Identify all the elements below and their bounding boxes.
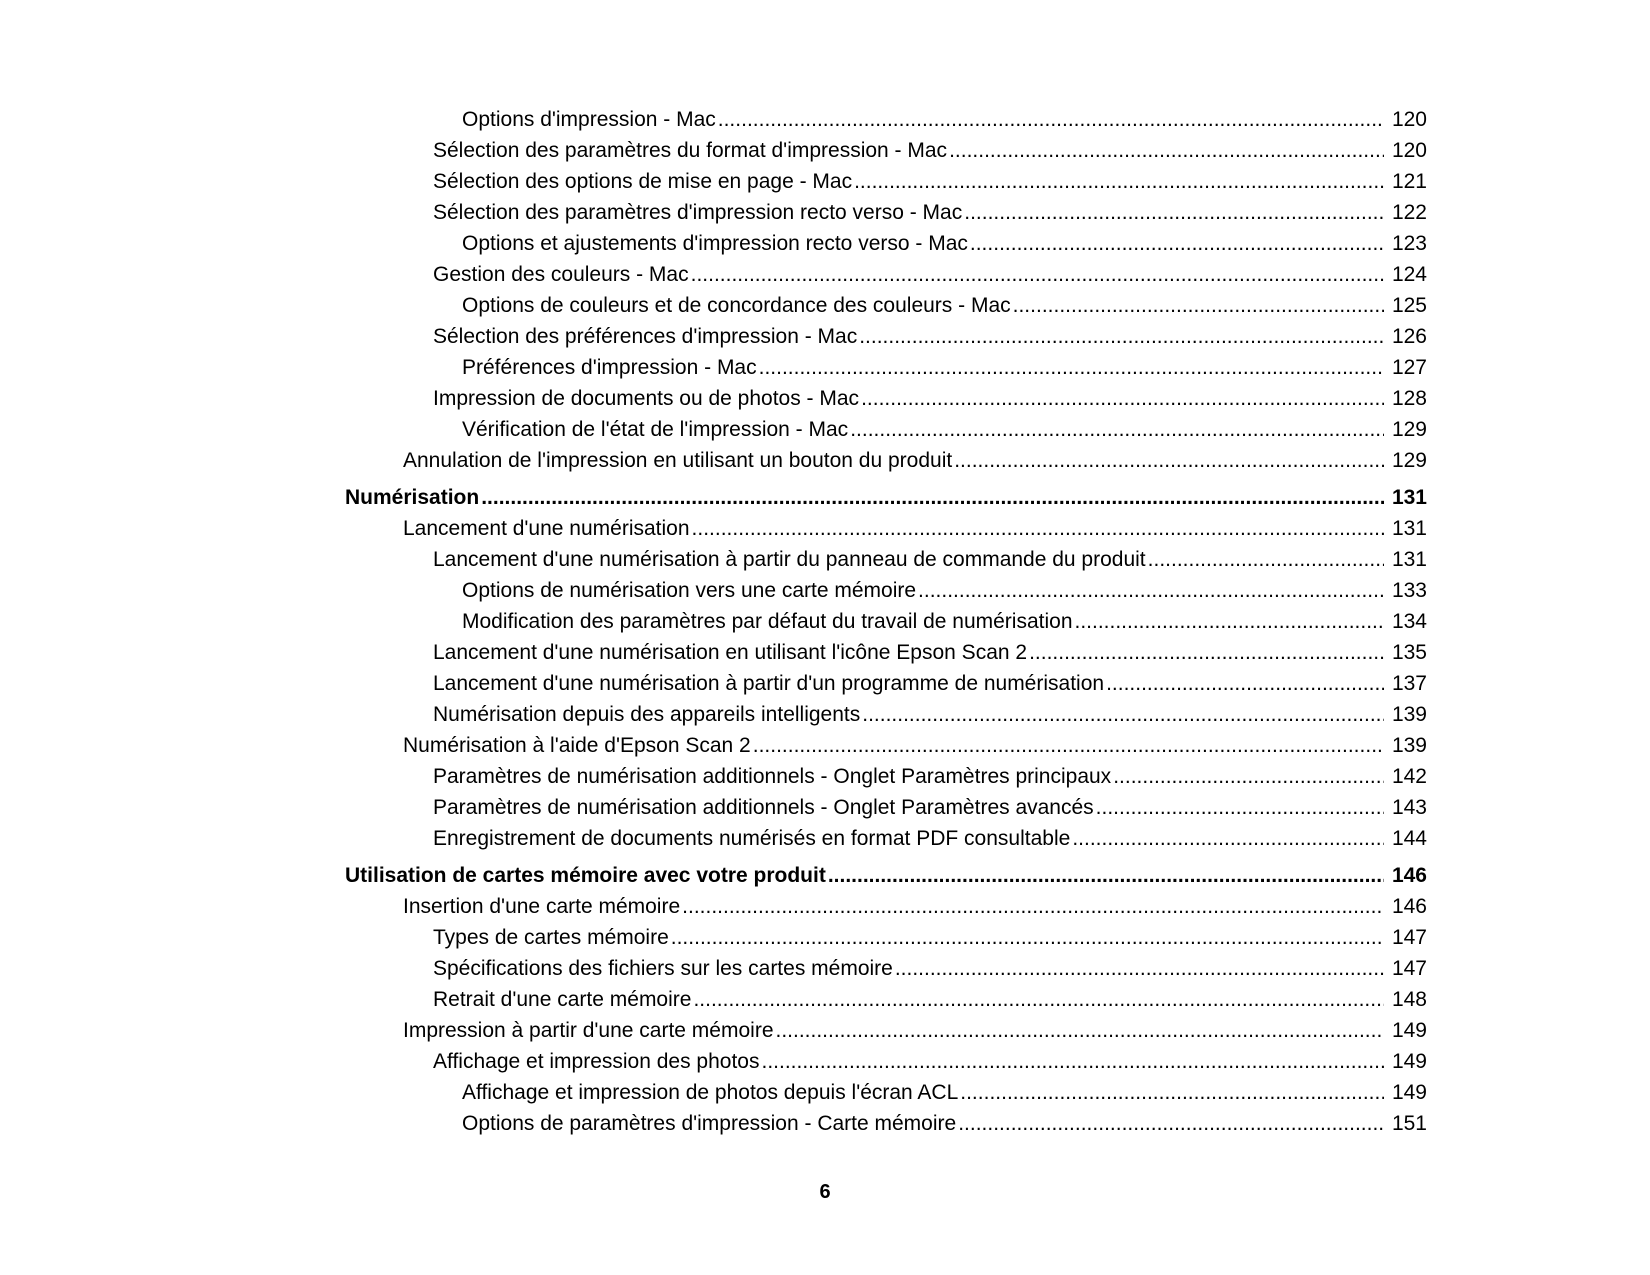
toc-entry[interactable]: [433, 386, 1427, 412]
toc-entry-title: Sélection des préférences d'impression - Mac: [433, 325, 858, 348]
toc-entry-title: Types de cartes mémoire: [433, 926, 669, 949]
dot-leader: [1148, 547, 1384, 573]
toc-entry[interactable]: [403, 894, 1427, 920]
toc-entry-title: Lancement d'une numérisation à partir d'un programme de numérisation: [433, 672, 1105, 695]
toc-entry-page: 128: [1391, 387, 1427, 410]
toc-entry-title: Sélection des paramètres du format d'impression - Mac: [433, 139, 948, 162]
toc-entry-title: Lancement d'une numérisation à partir du panneau de commande du produit: [433, 548, 1146, 571]
toc-entry-page: 148: [1391, 988, 1427, 1011]
toc-entry-title: Affichage et impression des photos: [433, 1050, 760, 1073]
dot-leader: [1029, 640, 1384, 666]
toc-entry-title: Numérisation à l'aide d'Epson Scan 2: [403, 734, 751, 757]
toc-chapter-title: Numérisation: [345, 486, 480, 509]
toc-entry-page: 133: [1391, 579, 1427, 602]
toc-entry[interactable]: [403, 733, 1427, 759]
dot-leader: [964, 200, 1384, 226]
toc-entry-page: 142: [1391, 765, 1427, 788]
dot-leader: [1096, 795, 1384, 821]
toc-entry[interactable]: [433, 702, 1427, 728]
toc-chapter[interactable]: [345, 863, 1427, 889]
toc-chapter-title: Utilisation de cartes mémoire avec votre produit: [345, 864, 826, 887]
toc-entry-page: 146: [1391, 895, 1427, 918]
toc-entry[interactable]: [462, 107, 1427, 133]
dot-leader: [850, 417, 1384, 443]
dot-leader: [753, 733, 1384, 759]
dot-leader: [693, 987, 1384, 1013]
toc-entry-page: 123: [1391, 232, 1427, 255]
toc-entry-page: 131: [1391, 548, 1427, 571]
toc-entry-title: Impression de documents ou de photos - Mac: [433, 387, 860, 410]
toc-entry[interactable]: [462, 1080, 1427, 1106]
toc-entry-title: Insertion d'une carte mémoire: [403, 895, 681, 918]
toc-entry[interactable]: [433, 987, 1427, 1013]
dot-leader: [970, 231, 1384, 257]
toc-entry-title: Préférences d'impression - Mac: [462, 356, 757, 379]
toc-entry[interactable]: [462, 1111, 1427, 1137]
toc-entry-page: 147: [1391, 926, 1427, 949]
toc-entry[interactable]: [403, 448, 1427, 474]
dot-leader: [862, 702, 1384, 728]
toc-entry[interactable]: [403, 516, 1427, 542]
toc-entry-title: Sélection des options de mise en page - Mac: [433, 170, 853, 193]
toc-chapter-page: 146: [1391, 864, 1427, 887]
toc-entry-title: Spécifications des fichiers sur les cartes mémoire: [433, 957, 893, 980]
toc-entry[interactable]: [462, 578, 1427, 604]
toc-entry-title: Impression à partir d'une carte mémoire: [403, 1019, 774, 1042]
dot-leader: [859, 324, 1384, 350]
dot-leader: [960, 1080, 1384, 1106]
toc-entry[interactable]: [433, 925, 1427, 951]
toc-entry-page: 135: [1391, 641, 1427, 664]
toc-entry-page: 122: [1391, 201, 1427, 224]
toc-entry-page: 131: [1391, 517, 1427, 540]
toc-entry-page: 143: [1391, 796, 1427, 819]
toc-entry-title: Lancement d'une numérisation: [403, 517, 690, 540]
dot-leader: [1075, 609, 1384, 635]
toc-entry-title: Options et ajustements d'impression recto verso - Mac: [462, 232, 968, 255]
toc-entry-title: Paramètres de numérisation additionnels - Onglet Paramètres principaux: [433, 765, 1112, 788]
toc-entry[interactable]: [433, 169, 1427, 195]
dot-leader: [1106, 671, 1384, 697]
toc-entry-title: Gestion des couleurs - Mac: [433, 263, 689, 286]
dot-leader: [949, 138, 1384, 164]
toc-entry-title: Options de couleurs et de concordance des couleurs - Mac: [462, 294, 1011, 317]
dot-leader: [692, 516, 1384, 542]
dot-leader: [682, 894, 1384, 920]
toc-entry-title: Sélection des paramètres d'impression recto verso - Mac: [433, 201, 963, 224]
toc-entry[interactable]: [433, 640, 1427, 666]
toc-entry-page: 139: [1391, 734, 1427, 757]
toc-entry-title: Affichage et impression de photos depuis l'écran ACL: [462, 1081, 959, 1104]
toc-entry[interactable]: [403, 1018, 1427, 1044]
dot-leader: [718, 107, 1384, 133]
toc-entry-title: Vérification de l'état de l'impression - Mac: [462, 418, 849, 441]
dot-leader: [958, 1111, 1384, 1137]
dot-leader: [481, 485, 1384, 511]
toc-entry[interactable]: [433, 826, 1427, 852]
toc-entry[interactable]: [433, 262, 1427, 288]
page-number: 6: [819, 1181, 831, 1203]
toc-chapter-page: 131: [1391, 486, 1427, 509]
dot-leader: [671, 925, 1384, 951]
toc-entry-title: Numérisation depuis des appareils intelligents: [433, 703, 861, 726]
dot-leader: [954, 448, 1384, 474]
dot-leader: [776, 1018, 1384, 1044]
toc-entry[interactable]: [462, 293, 1427, 319]
toc-entry-page: 151: [1391, 1112, 1427, 1135]
toc-entry-page: 120: [1391, 139, 1427, 162]
toc-entry-title: Options d'impression - Mac: [462, 108, 716, 131]
toc-entry[interactable]: [433, 200, 1427, 226]
toc-entry-title: Paramètres de numérisation additionnels - Onglet Paramètres avancés: [433, 796, 1094, 819]
toc-entry[interactable]: [433, 138, 1427, 164]
dot-leader: [1013, 293, 1384, 319]
toc-entry-page: 127: [1391, 356, 1427, 379]
toc-entry-page: 147: [1391, 957, 1427, 980]
toc-entry[interactable]: [462, 609, 1427, 635]
dot-leader: [759, 355, 1384, 381]
toc-entry-page: 139: [1391, 703, 1427, 726]
toc-entry-title: Options de paramètres d'impression - Carte mémoire: [462, 1112, 957, 1135]
toc-entry-title: Retrait d'une carte mémoire: [433, 988, 692, 1011]
toc-entry-page: 129: [1391, 418, 1427, 441]
dot-leader: [761, 1049, 1383, 1075]
toc-entry[interactable]: [433, 956, 1427, 982]
dot-leader: [828, 863, 1384, 889]
toc-entry-page: 125: [1391, 294, 1427, 317]
toc-entry-title: Lancement d'une numérisation en utilisant l'icône Epson Scan 2: [433, 641, 1028, 664]
dot-leader: [1072, 826, 1384, 852]
toc-entry[interactable]: [462, 355, 1427, 381]
toc-entry-title: Enregistrement de documents numérisés en format PDF consultable: [433, 827, 1071, 850]
dot-leader: [691, 262, 1384, 288]
toc-entry-page: 121: [1391, 170, 1427, 193]
dot-leader: [895, 956, 1384, 982]
toc-entry[interactable]: [462, 417, 1427, 443]
toc-entry-page: 129: [1391, 449, 1427, 472]
toc-entry-page: 149: [1391, 1081, 1427, 1104]
dot-leader: [861, 386, 1384, 412]
dot-leader: [918, 578, 1384, 604]
toc-entry-page: 149: [1391, 1019, 1427, 1042]
toc-entry-title: Annulation de l'impression en utilisant un bouton du produit: [403, 449, 953, 472]
toc-entry[interactable]: [433, 671, 1427, 697]
toc-entry-title: Options de numérisation vers une carte mémoire: [462, 579, 917, 602]
toc-entry[interactable]: [462, 231, 1427, 257]
dot-leader: [1113, 764, 1384, 790]
toc-entry-page: 149: [1391, 1050, 1427, 1073]
toc-entry-page: 120: [1391, 108, 1427, 131]
toc-entry[interactable]: [433, 1049, 1427, 1075]
toc-entry-page: 134: [1391, 610, 1427, 633]
toc-entry[interactable]: [433, 324, 1427, 350]
toc-entry-page: 124: [1391, 263, 1427, 286]
dot-leader: [854, 169, 1384, 195]
toc-entry-page: 137: [1391, 672, 1427, 695]
toc-entry-page: 144: [1391, 827, 1427, 850]
toc-chapter[interactable]: [345, 485, 1427, 511]
toc-entry-title: Modification des paramètres par défaut du travail de numérisation: [462, 610, 1073, 633]
toc-entry[interactable]: [433, 547, 1427, 573]
toc-entry[interactable]: [433, 764, 1427, 790]
toc-entry[interactable]: [433, 795, 1427, 821]
toc-entry-page: 126: [1391, 325, 1427, 348]
